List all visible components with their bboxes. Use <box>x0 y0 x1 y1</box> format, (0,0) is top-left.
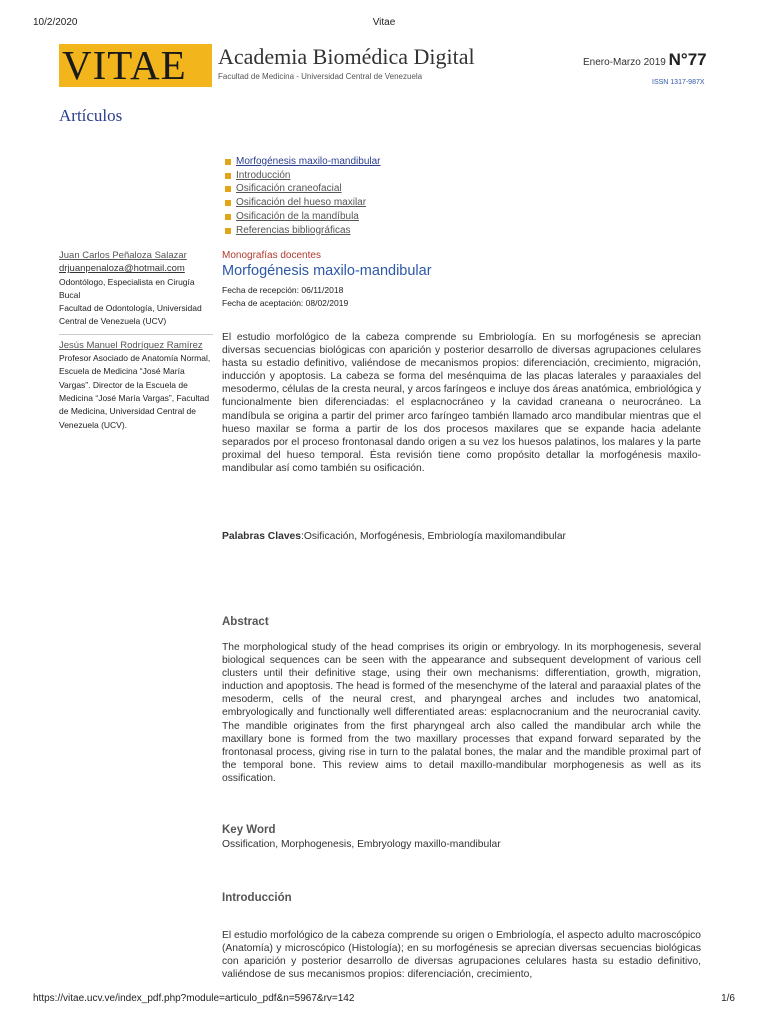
logo-text: VITAE <box>62 42 187 88</box>
print-url: https://vitae.ucv.ve/index_pdf.php?module=articulo_pdf&n=5967&rv=142 <box>33 993 355 1004</box>
toc-item[interactable]: Morfogénesis maxilo-mandibular <box>225 155 381 169</box>
page-number: 1/6 <box>721 993 735 1004</box>
brand-subtitle: Facultad de Medicina - Universidad Central de Venezuela <box>218 72 423 81</box>
abstract-heading: Abstract <box>222 616 269 628</box>
issue-number: N°77 <box>668 50 707 69</box>
print-title: Vitae <box>372 17 396 28</box>
keyword-heading: Key Word <box>222 824 276 836</box>
intro-heading: Introducción <box>222 892 292 904</box>
table-of-contents <box>225 155 381 237</box>
brand-title: Academia Biomédica Digital <box>218 44 475 69</box>
author-affiliation: Central de Venezuela (UCV) <box>59 316 167 327</box>
print-header <box>0 17 768 31</box>
bullet-icon <box>225 200 231 206</box>
article-dates <box>222 284 432 310</box>
accepted-date: Fecha de aceptación: 08/02/2019 <box>222 298 349 308</box>
author-email-link[interactable]: drjuanpenaloza@hotmail.com <box>59 263 185 275</box>
issue-label <box>583 50 707 70</box>
toc-item[interactable]: Referencias bibliográficas <box>225 224 381 238</box>
print-footer <box>0 993 768 1007</box>
toc-item[interactable]: Osificación del hueso maxilar <box>225 196 381 210</box>
author-affiliation: Bucal <box>59 289 81 300</box>
author-affiliation: Facultad de Odontología, Universidad <box>59 303 202 314</box>
author-affiliation: Profesor Asociado de Anatomía Normal, <box>59 353 211 364</box>
keywords-english: Ossification, Morphogenesis, Embryology maxillo-mandibular <box>222 839 501 850</box>
received-date: Fecha de recepción: 06/11/2018 <box>222 285 344 295</box>
article-category: Monografías docentes <box>222 250 321 261</box>
author-affiliation: Odontólogo, Especialista en Cirugía <box>59 276 195 287</box>
author-affiliation: Escuela de Medicina “José María <box>59 366 185 377</box>
author-affiliation: Venezuela (UCV). <box>59 419 128 430</box>
author-sidebar <box>59 249 215 432</box>
author-divider <box>59 334 213 335</box>
toc-item[interactable]: Introducción <box>225 169 381 183</box>
article-header <box>222 249 432 310</box>
author-affiliation: Vargas”. Director de la Escuela de <box>59 379 188 390</box>
bullet-icon <box>225 214 231 220</box>
keywords-values: :Osificación, Morfogénesis, Embriología maxilomandibular <box>301 531 566 542</box>
bullet-icon <box>225 186 231 192</box>
bullet-icon <box>225 159 231 165</box>
author-name-link[interactable]: Juan Carlos Peñaloza Salazar <box>59 250 187 261</box>
toc-item[interactable]: Osificación craneofacial <box>225 182 381 196</box>
bullet-icon <box>225 228 231 234</box>
issn-link[interactable]: ISSN 1317-987X <box>652 79 705 86</box>
vitae-logo[interactable] <box>59 44 212 87</box>
author-affiliation: Medicina “José María Vargas”, Facultad <box>59 392 210 403</box>
bullet-icon <box>225 173 231 179</box>
issue-period: Enero-Marzo 2019 <box>583 57 666 68</box>
author-name-link[interactable]: Jesús Manuel Rodríguez Ramírez <box>59 339 203 351</box>
abstract-spanish: El estudio morfológico de la cabeza comprende su Embriología. En su morfogénesis se aprecian diversas secuencias biológicas con aparición y posterior desarrollo de diversas agrupaciones celulares hasta su estadio definitivo, valiéndose de mecanismos propios: diferenciación, crecimiento, migración, inducción y apoptosis. La cabeza se forma del mesénquima de las placas laterales y paraaxiales del mesodermo, células de la cresta neural, y arcos faríngeos e incluye dos áreas anatómica, embriológica y funcionalmente bien diferenciadas: el esplacnocráneo y la cavidad craneana o neurocráneo. La mandíbula se origina a partir del primer arco faríngeo también llamado arco mandibular mientras que el hueso maxilar se forma a partir de los dos procesos maxilares que se expande hacia adelante separados por el proceso frontonasal dando origen a su vez los huesos palatinos, los malares y la parte proximal del hueso temporal. Ésta revisión tiene como propósito detallar la morfogénesis maxilo-mandibular así como también su osificación. <box>222 332 701 474</box>
print-date: 10/2/2020 <box>33 17 78 28</box>
article-title: Morfogénesis maxilo-mandibular <box>222 263 432 279</box>
keywords-label: Palabras Claves <box>222 531 301 542</box>
author-affiliation: de Medicina, Universidad Central de <box>59 406 197 417</box>
intro-paragraph: El estudio morfológico de la cabeza comprende su origen o Embriología, el aspecto adulto macroscópico (Anatomía) y microscópico (Histología); en su morfogénesis se aprecian diversas secuencias biológicas con aparición y posterior desarrollo de diversas agrupaciones celulares hasta su estadio definitivo, valiéndose de sus mecanismos propios: diferenciación, crecimiento, <box>222 930 701 981</box>
section-title: Artículos <box>59 106 123 125</box>
toc-item[interactable]: Osificación de la mandíbula <box>225 210 381 224</box>
keywords-spanish <box>222 530 701 543</box>
abstract-english: The morphological study of the head comprises its origin or embryology. In its morphogenesis, several biological sequences can be seen with the appearance and subsequent development of various cell clusters until their definitive stage, using their own mechanisms: differentiation, growth, migration, induction and apoptosis. The head is formed of the mesenchyme of the lateral and paraaxial plates of the mesoderm, cells of the neural crest, and pharyngeal arches and includes two anatomical, embryologically and functionally well differentiated areas: esplacnocranium and the neurocranial cavity. The mandible originates from the first pharyngeal arch also called the mandibular arch while the maxillary bone is formed from the two maxillary processes that expand forward separated by the frontonasal process, giving rise in turn to the palatal bones, the malar and the mandible proximal part of the temporal bone. This review aims to detail maxillo-mandibular morphogenesis as well as its ossification. <box>222 642 701 784</box>
